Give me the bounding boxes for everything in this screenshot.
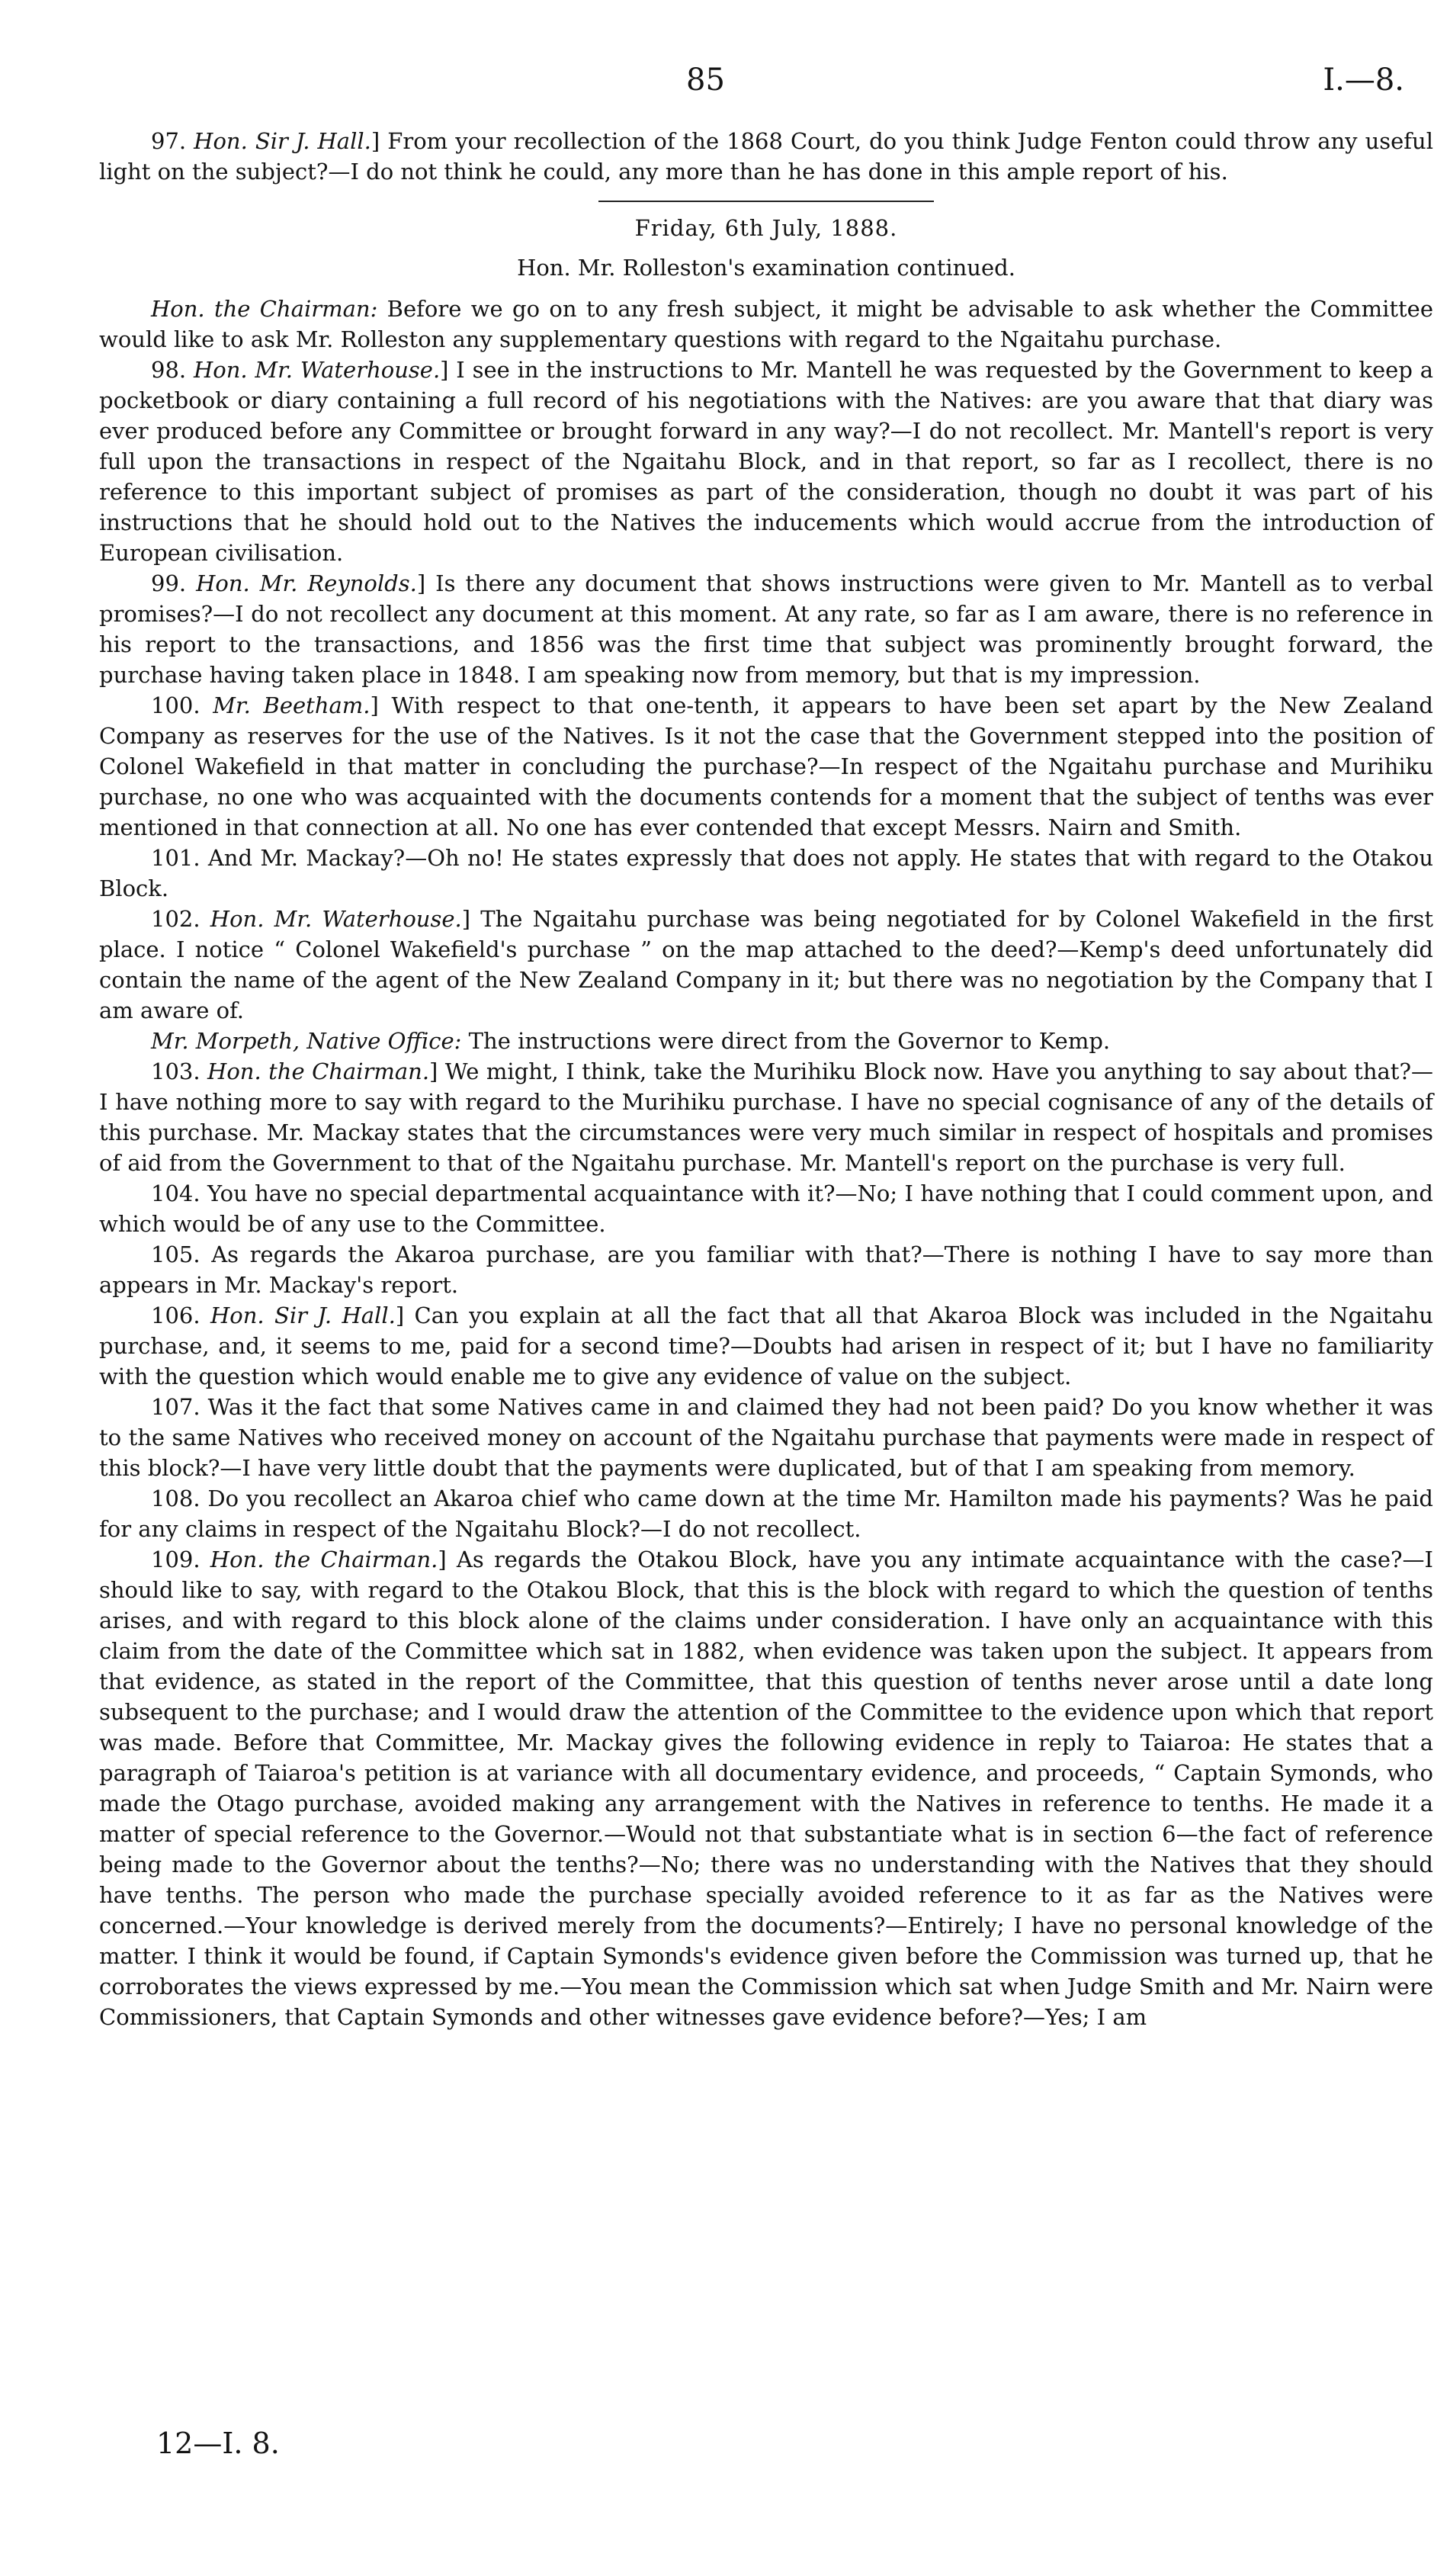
- paragraph-text: As regards the Akaroa purchase, are you familiar with that?—There is nothing I have to say more than appears in Mr. Mackay's report.: [99, 1241, 1433, 1298]
- speaker-name: Hon. the Chairman.: [210, 1547, 438, 1572]
- question-paragraph: [99, 1483, 1433, 1544]
- paragraph-text: Do you recollect an Akaroa chief who came down at the time Mr. Hamilton made his payments? Was he paid for any claims in respect of the Ngaitahu Block?—I do not recollect.: [99, 1486, 1433, 1542]
- question-paragraph: [99, 904, 1433, 1026]
- speaker-name: Mr. Beetham.: [213, 692, 371, 718]
- question-paragraph: [99, 1544, 1433, 2032]
- question-paragraph: [99, 126, 1433, 187]
- page-number: 85: [686, 63, 725, 98]
- document-body: [99, 126, 1433, 2032]
- question-number: 100.: [151, 692, 213, 718]
- question-number: 103.: [151, 1058, 208, 1084]
- paragraph-text: Before we go on to any fresh subject, it might be advisable to ask whether the Committee would like to ask Mr. Rolleston any supplementary questions with regard to the Ngaitahu purchase.: [99, 296, 1433, 352]
- speaker-name: Hon. Sir J. Hall.: [210, 1302, 396, 1328]
- section-divider: [598, 201, 934, 202]
- question-paragraph: [99, 843, 1433, 904]
- question-paragraph: [99, 1056, 1433, 1178]
- question-number: 98.: [151, 357, 194, 383]
- question-number: 106.: [151, 1302, 210, 1328]
- question-paragraph: [99, 1392, 1433, 1483]
- question-number: 99.: [151, 570, 197, 596]
- paragraph-text: ] As regards the Otakou Block, have you any intimate acquaintance with the case?—I should like to say, with regard to the Otakou Block, that this is the block with regard to which the question of tenths arises, and with regard to this block alone of the claims under consideration. I have only an acquaintance with this claim from the date of the Committee which sat in 1882, when evidence was taken upon the subject. It appears from that evidence, as stated in the report of the Committee, that this question of tenths never arose until a date long subsequent to the purchase; and I would draw the attention of the Committee to the evidence upon which that report was made. Before that Committee, Mr. Mackay gives the following evidence in reply to Taiaroa: He states that a paragraph of Taiaroa's petition is at variance with all documentary evidence, and proceeds, “ Captain Symonds, who made the Otago purchase, avoided making any arrangement with the Natives in reference to tenths. He made it a matter of special reference to the Governor.—Would not that substantiate what is in section 6—the fact of reference being made to the Governor about the tenths?—No; there was no understanding with the Natives that they should have tenths. The person who made the purchase specially avoided reference to it as far as the Natives were concerned.—Your knowledge is derived merely from the documents?—Entirely; I have no personal knowledge of the matter. I think it would be found, if Captain Symonds's evidence given before the Commission was turned up, that he corroborates the views expressed by me.—You mean the Commission which sat when Judge Smith and Mr. Nairn were Commissioners, that Captain Symonds and other witnesses gave evidence before?—Yes; I am: [99, 1547, 1433, 2030]
- paragraph-text: ] Is there any document that shows instructions were given to Mr. Mantell as to verbal promises?—I do not recollect any document at this moment. At any rate, so far as I am aware, there is no reference in his report to the transactions, and 1856 was the first time that subject was prominently brought forward, the purchase having taken place in 1848. I am speaking now from memory, but that is my impression.: [99, 570, 1433, 688]
- question-paragraph: [99, 1026, 1433, 1056]
- paragraph-text: ] With respect to that one-tenth, it appears to have been set apart by the New Zealand Company as reserves for the use of the Natives. Is it not the case that the Government stepped into the position of Colonel Wakefield in that matter in concluding the purchase?—In respect of the Ngaitahu purchase and Murihiku purchase, no one who was acquainted with the documents contends for a moment that the subject of tenths was ever mentioned in that connection at all. No one has ever contended that except Messrs. Nairn and Smith.: [99, 692, 1433, 840]
- paragraph-text: The instructions were direct from the Governor to Kemp.: [461, 1028, 1111, 1054]
- question-paragraph: [99, 1300, 1433, 1392]
- question-number: 108.: [151, 1486, 208, 1511]
- paragraph-text: ] Can you explain at all the fact that all that Akaroa Block was included in the Ngaitahu purchase, and, it seems to me, paid for a second time?—Doubts had arisen in respect of it; but I have no familiarity with the question which would enable me to give any evidence of value on the subject.: [99, 1302, 1433, 1389]
- question-number: 104.: [151, 1180, 207, 1206]
- paragraph-text: ] We might, I think, take the Murihiku Block now. Have you anything to say about that?—I have nothing more to say with regard to the Murihiku purchase. I have no special cognisance of any of the details of this purchase. Mr. Mackay states that the circumstances were very much similar in respect of hospitals and promises of aid from the Government to that of the Ngaitahu purchase. Mr. Mantell's report on the purchase is very full.: [99, 1058, 1433, 1176]
- speaker-name: Hon. Mr. Reynolds.: [196, 570, 417, 596]
- question-number: 97.: [151, 128, 194, 154]
- paragraph-text: Was it the fact that some Natives came in and claimed they had not been paid? Do you know whether it was to the same Natives who received money on account of the Ngaitahu purchase that payments were made in respect of this block?—I have very little doubt that the payments were duplicated, but of that I am speaking from memory.: [99, 1394, 1433, 1481]
- question-number: 109.: [151, 1547, 210, 1572]
- paragraph-text: You have no special departmental acquaintance with it?—No; I have nothing that I could comment upon, and which would be of any use to the Committee.: [99, 1180, 1433, 1237]
- series-code: I.—8.: [1323, 63, 1404, 98]
- question-paragraph: [99, 690, 1433, 843]
- paragraph-text: ] The Ngaitahu purchase was being negotiated for by Colonel Wakefield in the first place. I notice “ Colonel Wakefield's purchase ” on the map attached to the deed?—Kemp's deed unfortunately did contain the name of the agent of the New Zealand Company in it; but there was no negotiation by the Company that I am aware of.: [99, 906, 1434, 1023]
- speaker-name: Mr. Morpeth, Native Office:: [151, 1028, 462, 1054]
- paragraph-text: And Mr. Mackay?—Oh no! He states expressly that does not apply. He states that with regard to the Otakou Block.: [99, 845, 1434, 901]
- speaker-name: Hon. Sir J. Hall.: [194, 128, 371, 154]
- question-paragraph: [99, 1239, 1433, 1300]
- question-number: 105.: [151, 1241, 212, 1267]
- examination-heading: Hon. Mr. Rolleston's examination continued.: [517, 255, 1015, 281]
- question-number: 102.: [151, 906, 210, 932]
- question-paragraph: [99, 294, 1433, 355]
- question-paragraph: [99, 568, 1433, 690]
- paragraph-text: ] I see in the instructions to Mr. Mantell he was requested by the Government to keep a pocketbook or diary containing a full record of his negotiations with the Natives: are you aware that that diary was ever produced before any Committee or brought forward in any way?—I do not recollect. Mr. Mantell's report is very full upon the transactions in respect of the Ngaitahu Block, and in that report, so far as I recollect, there is no reference to this important subject of promises as part of the consideration, though no doubt it was part of his instructions that he should hold out to the Natives the inducements which would accrue from the introduction of European civilisation.: [99, 357, 1433, 566]
- sitting-date: Friday, 6th July, 1888.: [634, 215, 898, 241]
- question-paragraph: [99, 1178, 1433, 1239]
- speaker-name: Hon. the Chairman:: [151, 296, 378, 322]
- question-paragraph: [99, 355, 1433, 568]
- signature-mark: 12—I. 8.: [156, 2427, 280, 2460]
- paragraph-text: ] From your recollection of the 1868 Court, do you think Judge Fenton could throw any useful light on the subject?—I do not think he could, any more than he has done in this ample report of his.: [99, 128, 1433, 185]
- speaker-name: Hon. the Chairman.: [207, 1058, 430, 1084]
- speaker-name: Hon. Mr. Waterhouse.: [193, 357, 441, 383]
- running-head: [0, 63, 1450, 108]
- speaker-name: Hon. Mr. Waterhouse.: [210, 906, 462, 932]
- question-number: 107.: [151, 1394, 208, 1420]
- question-number: 101.: [151, 845, 208, 871]
